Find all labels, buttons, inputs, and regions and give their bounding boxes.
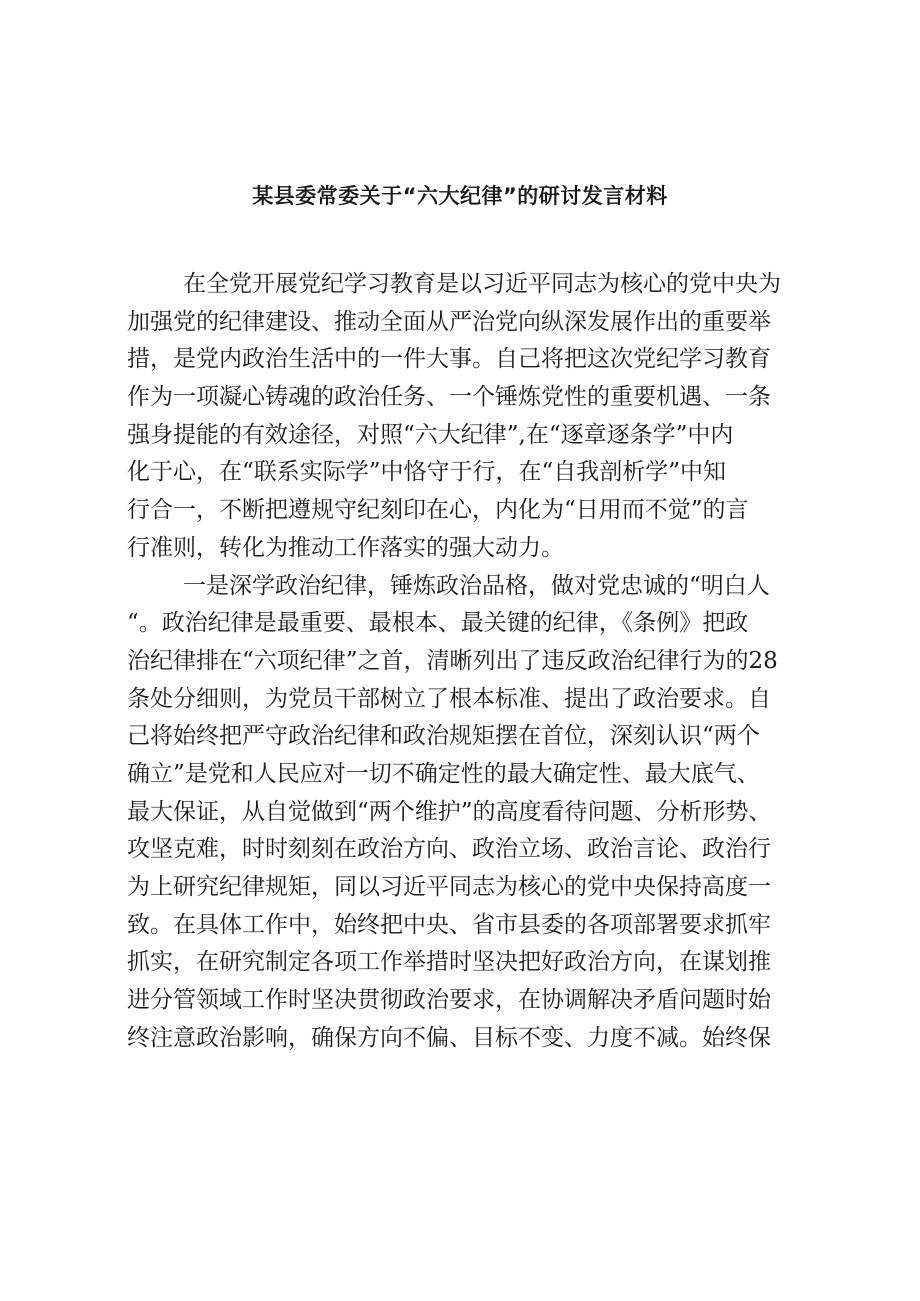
text-line: 己将始终把严守政治纪律和政治规矩摆在首位，深刻认识“两个	[127, 723, 760, 750]
text-line: 条处分细则，为党员干部树立了根本标准、提出了政治要求。自	[127, 685, 771, 712]
text-line: 最大保证，从自觉做到“两个维护”的高度看待问题、分析形势、	[127, 798, 772, 825]
text-line: 行合一，不断把遵规守纪刻印在心，内化为“日用而不觉”的言	[127, 497, 749, 524]
text-line: 加强党的纪律建设、推动全面从严治党向纵深发展作出的重要举	[127, 308, 771, 335]
text-line: 抓实，在研究制定各项工作举措时坚决把好政治方向，在谋划推	[127, 949, 771, 976]
text-line: 措，是党内政治生活中的一件大事。自己将把这次党纪学习教育	[127, 346, 771, 373]
text-line: 为上研究纪律规矩，同以习近平同志为核心的党中央保持高度一	[127, 874, 771, 900]
text-line: 强身提能的有效途径，对照“六大纪律”,在“逐章逐条学”中内	[127, 421, 734, 448]
text-line: 在全党开展党纪学习教育是以习近平同志为核心的党中央为	[183, 271, 781, 297]
text-line: 治纪律排在“六项纪律”之首，清晰列出了违反政治纪律行为的28	[127, 647, 778, 674]
text-line: 致。在具体工作中，始终把中央、省市县委的各项部署要求抓牢	[127, 911, 771, 938]
text-line: 确立”是党和人民应对一切不确定性的最大确定性、最大底气、	[127, 760, 760, 787]
text-line: 化于心，在“联系实际学”中恪守于行，在“自我剖析学”中知	[127, 459, 727, 486]
document-body	[127, 266, 794, 1057]
text-line: 行准则，转化为推动工作落实的强大动力。	[127, 534, 564, 561]
text-line: 一是深学政治纪律，锤炼政治品格，做对党忠诚的“明白人	[183, 572, 770, 599]
document-title: 某县委常委关于“六大纪律”的研讨发言材料	[252, 184, 668, 208]
text-line: “。政治纪律是最重要、最根本、最关键的纪律，《条例》把政	[127, 610, 749, 637]
text-line: 作为一项凝心铸魂的政治任务、一个锤炼党性的重要机遇、一条	[127, 384, 771, 411]
text-line: 终注意政治影响，确保方向不偏、目标不变、力度不减。始终保	[127, 1024, 771, 1051]
paragraph-political-discipline	[127, 568, 794, 1058]
text-line: 进分管领域工作时坚决贯彻政治要求，在协调解决矛盾问题时始	[127, 987, 771, 1014]
paragraph-intro	[127, 266, 794, 568]
text-line: 攻坚克难，时时刻刻在政治方向、政治立场、政治言论、政治行	[127, 836, 771, 863]
